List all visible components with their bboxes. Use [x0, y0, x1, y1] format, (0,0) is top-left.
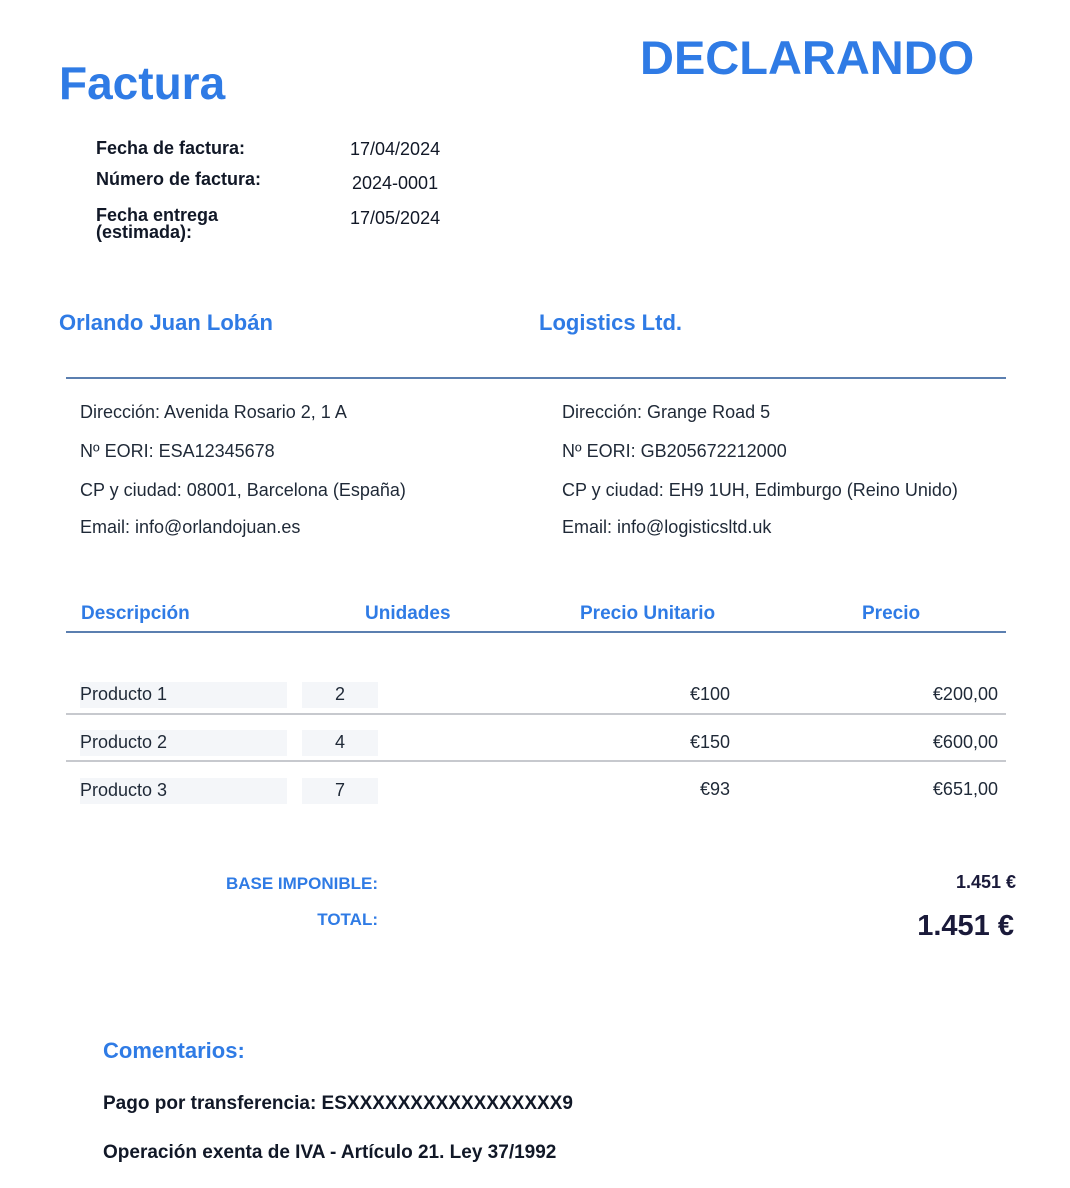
buyer-name: Logistics Ltd. — [539, 310, 682, 335]
row-3-description: Producto 3 — [80, 778, 287, 804]
invoice-title: Factura — [59, 57, 226, 109]
header-price: Precio — [862, 603, 921, 624]
declarando-logo: DECLARANDO — [640, 31, 975, 84]
parties-divider — [66, 377, 1006, 379]
seller-eori: Nº EORI: ESA12345678 — [80, 441, 275, 461]
total-value: 1.451 € — [917, 910, 1014, 942]
header-unit-price: Precio Unitario — [580, 603, 716, 624]
row-3-units: 7 — [302, 778, 378, 804]
seller-address: Dirección: Avenida Rosario 2, 1 A — [80, 402, 347, 422]
invoice-date-label: Fecha de factura: — [96, 138, 246, 158]
row-1-units: 2 — [302, 682, 378, 708]
invoice-number-value: 2024-0001 — [352, 173, 439, 193]
seller-city: CP y ciudad: 08001, Barcelona (España) — [80, 480, 406, 500]
total-label: TOTAL: — [317, 910, 378, 929]
payment-note: Pago por transferencia: ESXXXXXXXXXXXXXXXXX9 — [103, 1093, 573, 1114]
delivery-date-label — [96, 207, 218, 241]
row-2-description: Producto 2 — [80, 730, 287, 756]
delivery-date-label-line2: (estimada): — [96, 222, 193, 242]
invoice-date-value: 17/04/2024 — [350, 139, 441, 159]
header-units: Unidades — [365, 603, 451, 624]
row-3-price: €651,00 — [932, 779, 998, 799]
tax-base-label: BASE IMPONIBLE: — [225, 874, 378, 893]
invoice-number-label: Número de factura: — [96, 169, 262, 189]
buyer-address: Dirección: Grange Road 5 — [562, 402, 771, 422]
delivery-date-label-line1: Fecha entrega — [96, 205, 219, 225]
row-3-unit-price: €93 — [699, 779, 730, 799]
seller-email: Email: info@orlandojuan.es — [80, 517, 301, 537]
row-2-unit-price: €150 — [689, 732, 730, 752]
row-1-price: €200,00 — [932, 684, 998, 704]
header-description: Descripción — [81, 603, 190, 624]
row-2-divider — [66, 760, 1006, 762]
row-1-divider — [66, 713, 1006, 715]
row-1-description: Producto 1 — [80, 682, 287, 708]
vat-exemption-note: Operación exenta de IVA - Artículo 21. Ley 37/1992 — [103, 1142, 557, 1163]
table-header-divider — [66, 631, 1006, 633]
row-2-price: €600,00 — [932, 732, 998, 752]
seller-name: Orlando Juan Lobán — [59, 310, 273, 335]
row-2-units: 4 — [302, 730, 378, 756]
delivery-date-value: 17/05/2024 — [350, 208, 441, 228]
row-1-unit-price: €100 — [689, 684, 730, 704]
buyer-city: CP y ciudad: EH9 1UH, Edimburgo (Reino Unido) — [562, 480, 958, 500]
buyer-email: Email: info@logisticsltd.uk — [562, 517, 772, 537]
buyer-eori: Nº EORI: GB205672212000 — [562, 441, 787, 461]
tax-base-value: 1.451 € — [955, 872, 1016, 892]
comments-title: Comentarios: — [103, 1038, 245, 1063]
